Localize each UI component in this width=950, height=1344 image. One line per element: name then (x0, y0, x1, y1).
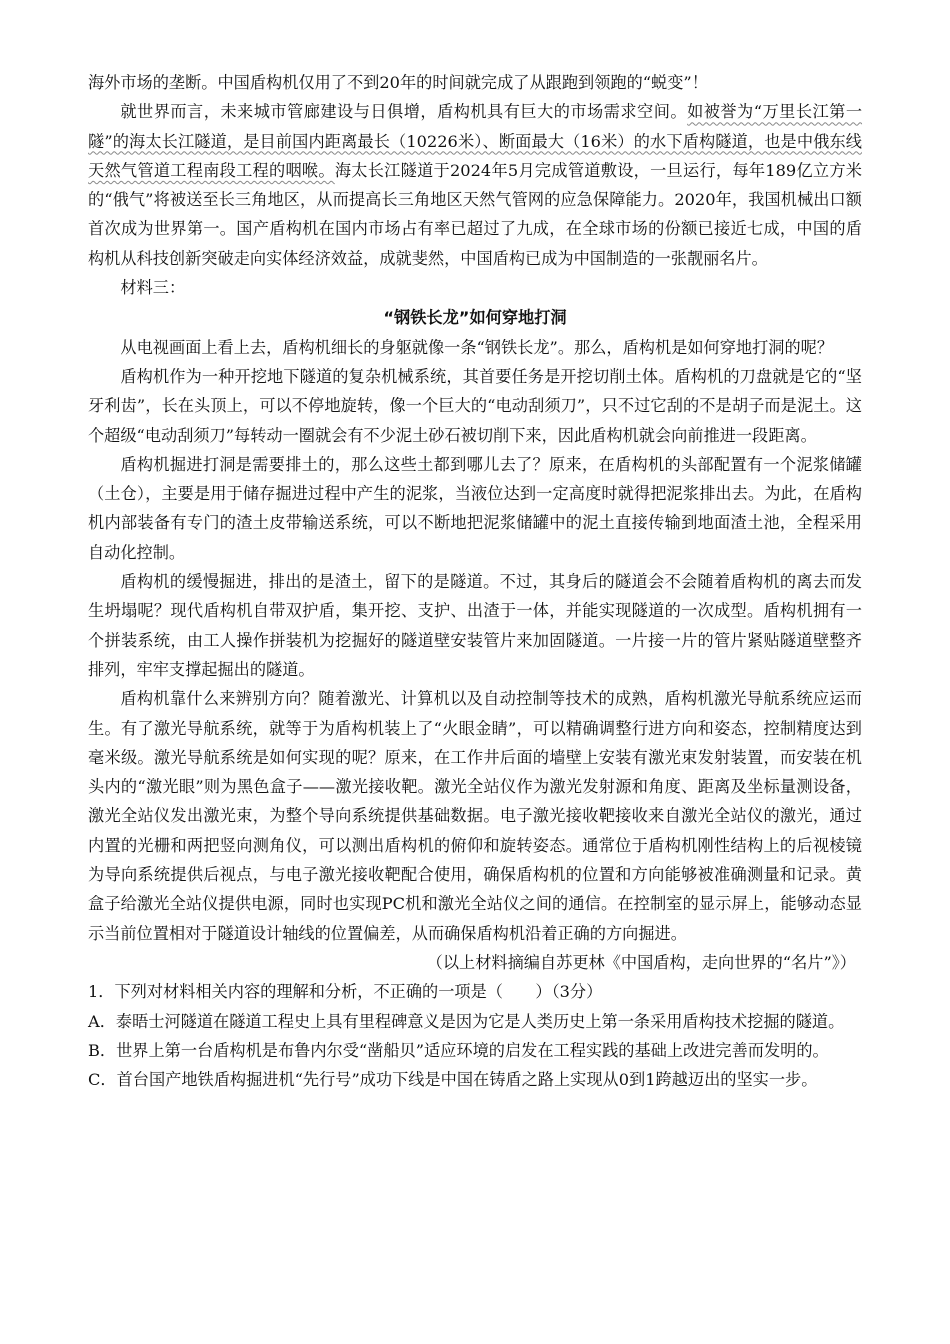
paragraph-world-intro: 就世界而言，未来城市管廊建设与日俱增，盾构机具有巨大的市场需求空间。 (120, 102, 688, 122)
paragraph-cutterhead: 盾构机作为一种开挖地下隧道的复杂机械系统，其首要任务是开挖切削土体。盾构机的刀盘就是它的“坚牙利齿”，长在头顶上，可以不停地旋转，像一个巨大的“电动刮须刀”，只不过它刮的不是胡子而是泥土。这个超级“电动刮须刀”每转动一圈就会有不少泥土砂石被切削下来，因此盾构机就会向前推进一段距离。 (88, 366, 862, 445)
paragraph-market: 海外市场的垄断。中国盾构机仅用了不到20年的时间就完成了从跟跑到领跑的“蜕变”！ (88, 73, 708, 92)
paragraph-lining: 盾构机的缓慢掘进，排出的是渣土，留下的是隧道。不过，其身后的隧道会不会随着盾构机的离去而发生坍塌呢？现代盾构机自带双护盾，集开挖、支护、出渣于一体，并能实现隧道的一次成型。盾构机拥有一个拼装系统，由工人操作拼装机为挖掘好的隧道壁安装管片来加固隧道。一片接一片的管片紧贴隧道壁整齐排列，牢牢支撑起掘出的隧道。 (88, 572, 862, 679)
paragraph-world (88, 97, 862, 273)
paragraph-soil-removal: 盾构机掘进打洞是需要排土的，那么这些土都到哪儿去了？原来，在盾构机的头部配置有一个泥浆储罐（土仓），主要是用于储存掘进过程中产生的泥浆，当液位达到一定高度时就得把泥浆排出去。为此，在盾构机内部装备有专门的渣土皮带输送系统，可以不断地把泥浆储罐中的泥土直接传输到地面渣土池，全程采用自动化控制。 (88, 454, 862, 562)
source-citation: （以上材料摘编自苏更林《中国盾构，走向世界的“名片”》） (426, 952, 856, 972)
wavy-underlined-sentence: 如被誉为“万里长江第一隧”的海太长江隧道，是目前国内距离最长（10226米）、断面最大（16米）的水下盾构隧道，也是中俄东线天然气管道工程南段工程的咽喉。 (88, 102, 863, 180)
article-heading: “钢铁长龙”如何穿地打洞 (383, 308, 567, 328)
option-c: C．首台国产地铁盾构掘进机“先行号”成功下线是中国在铸盾之路上实现从0到1跨越迈出的坚实一步。 (88, 1070, 818, 1090)
paragraph-laser-navigation: 盾构机靠什么来辨别方向？随着激光、计算机以及自动控制等技术的成熟，盾构机激光导航系统应运而生。有了激光导航系统，就等于为盾构机装上了“火眼金睛”，可以精确调整行进方向和姿态，控制精度达到毫米级。激光导航系统是如何实现的呢？原来，在工作井后面的墙壁上安装有激光束发射装置，而安装在机头内的“激光眼”则为黑色盒子——激光接收靶。激光全站仪作为激光发射源和角度、距离及坐标量测设备，激光全站仪发出激光束，为整个导向系统提供基础数据。电子激光接收靶接收来自激光全站仪的激光，通过内置的光栅和两把竖向测角仪，可以测出盾构机的俯仰和旋转姿态。通常位于盾构机刚性结构上的后视棱镜为导向系统提供后视点，与电子激光接收靶配合使用，确保盾构机的位置和方向能够被准确测量和记录。黄盒子给激光全站仪提供电源，同时也实现PC机和激光全站仪之间的通信。在控制室的显示屏上，能够动态显示当前位置相对于隧道设计轴线的位置偏差，从而确保盾构机沿着正确的方向掘进。 (88, 689, 862, 943)
document-page (88, 68, 862, 1094)
question-stem: 1．下列对材料相关内容的理解和分析，不正确的一项是（ ）（3分） (88, 982, 603, 1002)
option-a: A．泰晤士河隧道在隧道工程史上具有里程碑意义是因为它是人类历史上第一条采用盾构技术挖掘的隧道。 (88, 1011, 845, 1031)
paragraph-world-rest: 海太长江隧道于2024年5月完成管道敷设，一旦运行，每年189亿立方米的“俄气”将被送至长三角地区，从而提高长三角地区天然气管网的应急保障能力。2020年，我国机械出口额首次成为世界第一。国产盾构机在国内市场占有率已超过了九成，在全球市场的份额已接近七成，中国的盾构机从科技创新突破走向实体经济效益，成就斐然，中国盾构已成为中国制造的一张靓丽名片。 (88, 160, 862, 268)
paragraph-dragon: 从电视画面上看上去，盾构机细长的身躯就像一条“钢铁长龙”。那么，盾构机是如何穿地打洞的呢？ (120, 337, 834, 357)
material-three-label: 材料三： (120, 278, 186, 298)
option-b: B．世界上第一台盾构机是布鲁内尔受“凿船贝”适应环境的启发在工程实践的基础上改进完善而发明的。 (88, 1040, 829, 1060)
